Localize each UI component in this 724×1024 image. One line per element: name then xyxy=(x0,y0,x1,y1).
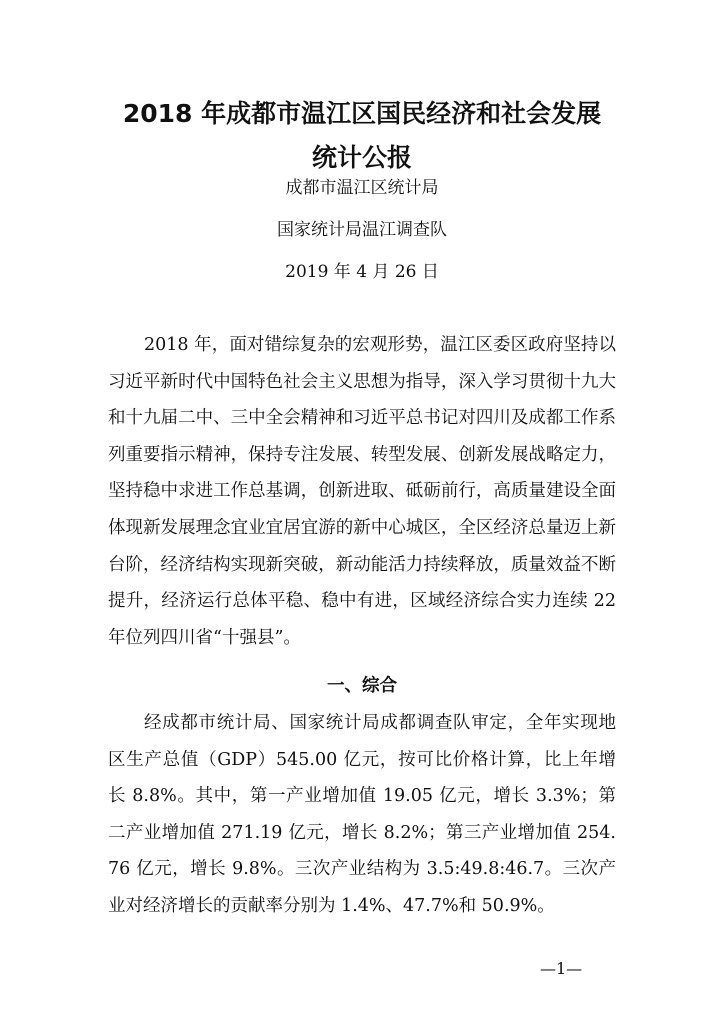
page-number: —1— xyxy=(540,959,583,978)
section-heading-summary: 一、综合 xyxy=(327,676,397,696)
document-title-line1: 2018 年成都市温江区国民经济和社会发展 xyxy=(122,99,602,128)
publish-date: 2019 年 4 月 26 日 xyxy=(285,262,439,282)
issuer-statistics-bureau: 成都市温江区统计局 xyxy=(285,178,439,198)
section-summary-paragraph: 经成都市统计局、国家统计局成都调查队审定，全年实现地区生产总值（GDP）545.00 亿元，按可比价格计算，比上年增长 8.8%。其中，第一产业增加值 19.05 亿元，增长 3.3%；第二产业增加值 271.19 亿元，增长 8.2%；第三产业增加值 254.76 亿元，增长 9.8%。三次产业结构为 3.5:49.8:46.7。三次产业对经济增长的贡献率分别为 1.4%、47.7%和 50.9%。 xyxy=(108,713,616,916)
issuer-survey-team: 国家统计局温江调查队 xyxy=(277,220,447,240)
intro-paragraph: 2018 年，面对错综复杂的宏观形势，温江区委区政府坚持以习近平新时代中国特色社会主义思想为指导，深入学习贯彻十九大和十九届二中、三中全会精神和习近平总书记对四川及成都工作系列重要指示精神，保持专注发展、转型发展、创新发展战略定力，坚持稳中求进工作总基调，创新进取、砥砺前行，高质量建设全面体现新发展理念宜业宜居宜游的新中心城区，全区经济总量迈上新台阶，经济结构实现新突破，新动能活力持续释放，质量效益不断提升，经济运行总体平稳、稳中有进，区域经济综合实力连续 22 年位列四川省“十强县”。 xyxy=(108,335,616,648)
document-title-line2: 统计公报 xyxy=(311,143,412,172)
